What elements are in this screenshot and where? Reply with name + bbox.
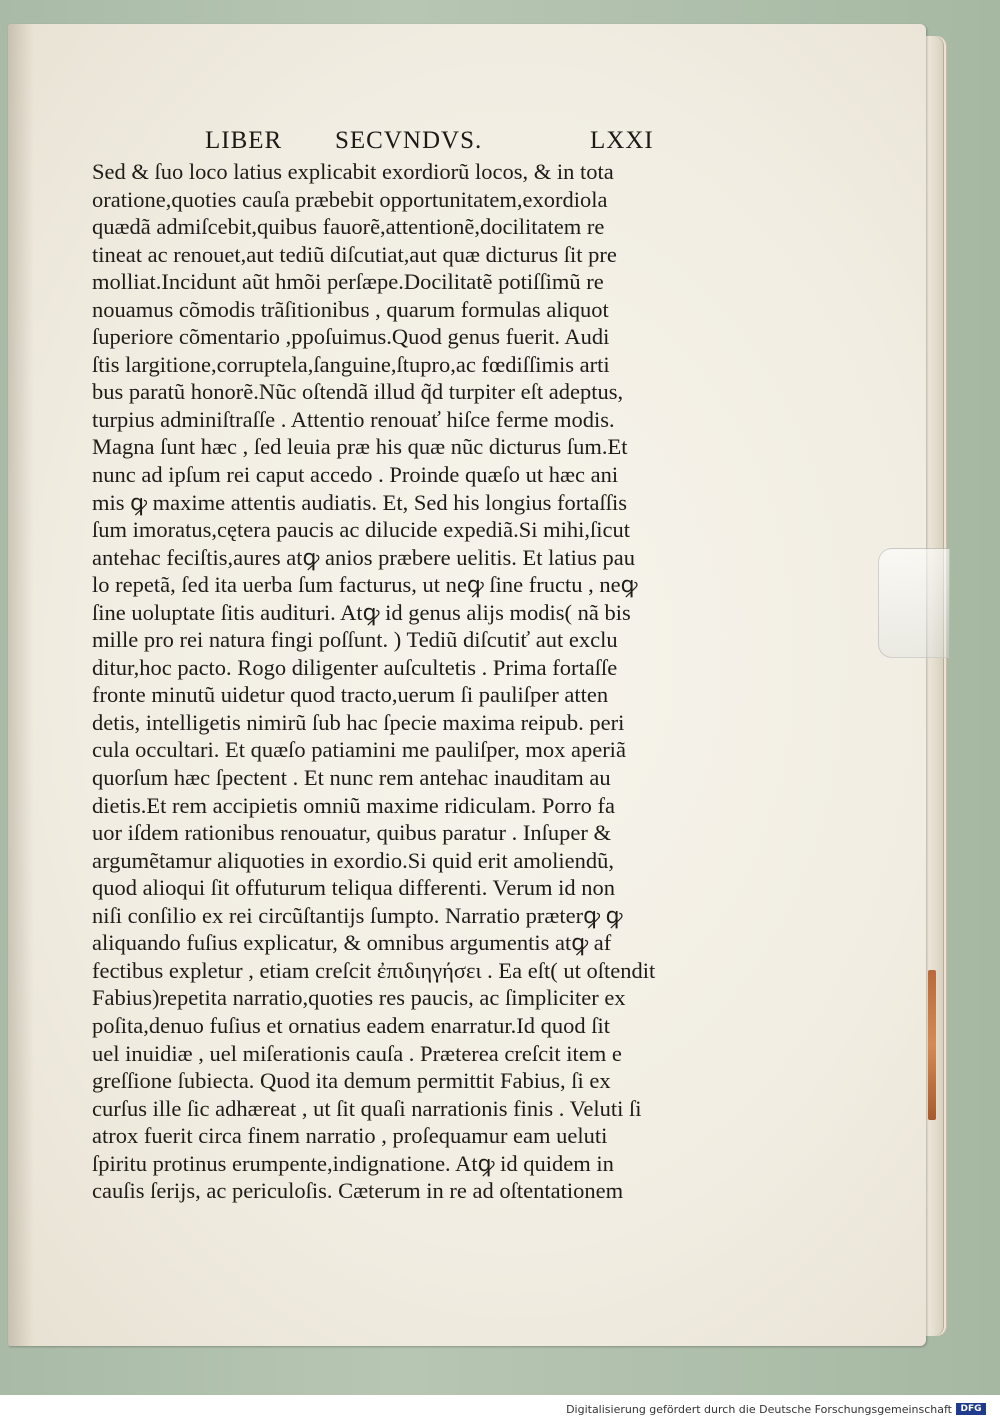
text-line: tineat ac renouet,aut tediũ diſcutiat,aut quæ dicturus ſit pre xyxy=(92,241,617,267)
text-line: argumẽtamur aliquoties in exordio.Si quid erit amoliendũ, xyxy=(92,847,614,873)
text-line: cauſis ſerijs, ac periculoſis. Cæterum in re ad oſtentationem xyxy=(92,1178,624,1204)
text-line: detis, intelligetis nimirũ ſub hac ſpecie maxima reipub. peri xyxy=(92,709,625,735)
running-head-left: LIBER xyxy=(205,127,283,154)
body-text xyxy=(92,158,712,1205)
text-line: ſtis largitione,corruptela,ſanguine,ſtupro,ac fœdiſſimis arti xyxy=(92,351,610,377)
text-line: ſuperiore cõmentario ,ppoſuimus.Quod genus fuerit. Audi xyxy=(92,324,610,350)
running-head-center: SECVNDVS. xyxy=(335,127,483,154)
text-line: Magna ſunt hæc , ſed leuia præ his quæ nũc dicturus ſum.Et xyxy=(92,434,628,460)
text-line: dietis.Et rem accipietis omniũ maxime ridiculam. Porro fa xyxy=(92,792,615,818)
text-line: uor iſdem rationibus renouatur, quibus paratur . Inſuper & xyxy=(92,820,611,846)
text-line: Sed & ſuo loco latius explicabit exordiorũ locos, & in tota xyxy=(92,159,614,184)
page-tab-strip xyxy=(928,970,936,1120)
footer-credit: Digitalisierung gefördert durch die Deutsche Forschungsgemeinschaft xyxy=(566,1403,952,1416)
text-line: nunc ad ipſum rei caput accedo . Proinde quæſo ut hæc ani xyxy=(92,462,619,488)
text-line: ſine uoluptate ſitis audituri. Atꝙ id genus alijs modis( nã bis xyxy=(92,599,631,625)
running-head xyxy=(205,127,685,161)
folio-number: LXXI xyxy=(590,127,654,154)
page-gutter-shadow xyxy=(8,24,34,1346)
text-line: ſum imoratus,cętera paucis ac dilucide expediã.Si mihi,ſicut xyxy=(92,517,630,543)
text-line: uel inuidiæ , uel miſerationis cauſa . Præterea creſcit item e xyxy=(92,1040,622,1066)
text-line: antehac feciſtis,aures atꝙ anios præbere uelitis. Et latius pau xyxy=(92,544,635,570)
text-line: mis ꝙ maxime attentis audiatis. Et, Sed his longius fortaſſis xyxy=(92,489,627,515)
text-line: turpius adminiſtraſſe . Attentio renouať hiſce ferme modis. xyxy=(92,406,615,432)
footer-bar xyxy=(0,1395,1000,1421)
text-line: greſſione ſubiecta. Quod ita demum permittit Fabius, ſi ex xyxy=(92,1068,611,1094)
text-line: molliat.Incidunt aũt hmõi perſæpe.Docilitatẽ potiſſimũ re xyxy=(92,269,604,295)
text-line: ſpiritu protinus erumpente,indignatione. Atꝙ id quidem in xyxy=(92,1150,614,1176)
text-line: quorſum hæc ſpectent . Et nunc rem antehac inauditam au xyxy=(92,765,611,791)
text-line: aliquando fuſius explicatur, & omnibus argumentis atꝙ af xyxy=(92,930,612,956)
text-line: Fabius)repetita narratio,quoties res paucis, ac ſimpliciter ex xyxy=(92,985,626,1011)
text-line: quod alioqui ſit offuturum teliqua differenti. Verum id non xyxy=(92,875,616,901)
text-line: cula occultari. Et quæſo patiamini me pauliſper, mox aperiã xyxy=(92,737,626,763)
text-line: lo repetã, ſed ita uerba ſum facturus, ut neꝙ ſine fructu , neꝙ xyxy=(92,572,638,598)
bookmark-clip xyxy=(878,548,950,658)
dfg-logo: DFG xyxy=(956,1403,986,1415)
text-line: ditur,hoc pacto. Rogo diligenter auſcultetis . Prima fortaſſe xyxy=(92,654,618,680)
text-line: atrox fuerit circa finem narratio , proſequamur eam ueluti xyxy=(92,1123,608,1149)
text-line: fectibus expletur , etiam creſcit ἐπιδιηγήσει . Ea eſt( ut oſtendit xyxy=(92,957,656,983)
text-line: oratione,quoties cauſa præbebit opportunitatem,exordiola xyxy=(92,186,608,212)
text-line: curſus ille ſic adhæreat , ut ſit quaſi narrationis finis . Veluti ſi xyxy=(92,1095,642,1121)
text-line: mille pro rei natura fingi poſſunt. ) Tediũ diſcutiť aut exclu xyxy=(92,627,618,653)
text-line: fronte minutũ uidetur quod tracto,uerum ſi pauliſper atten xyxy=(92,682,609,708)
text-line: nouamus cõmodis trãſitionibus , quarum formulas aliquot xyxy=(92,296,609,322)
text-line: bus paratũ honorẽ.Nũc oſtendã illud q̃d turpiter eſt adeptus, xyxy=(92,379,624,405)
text-line: quædã admiſcebit,quibus fauorẽ,attentionẽ,docilitatem re xyxy=(92,214,605,240)
text-line: poſita,denuo fuſius et ornatius eadem enarratur.Id quod ſit xyxy=(92,1012,610,1038)
text-line: niſi conſilio ex rei circũſtantijs ſumpto. Narratio præterꝙ ꝙ xyxy=(92,902,623,928)
